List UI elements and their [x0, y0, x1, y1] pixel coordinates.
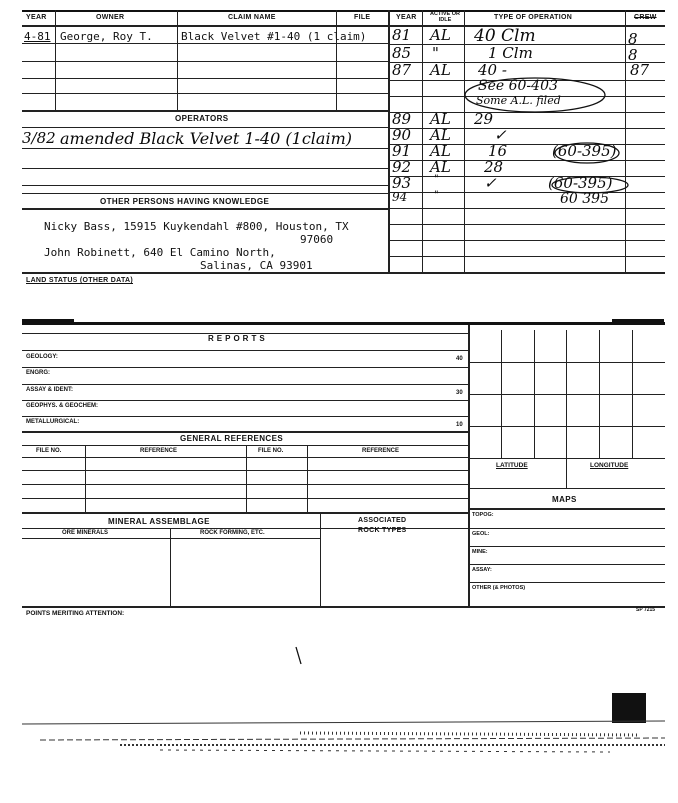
activity-year: 93	[392, 174, 412, 192]
activity-status: AL	[430, 126, 451, 144]
activity-crew: 8	[628, 46, 638, 64]
operators-label: OPERATORS	[175, 114, 229, 123]
header-claim-name: CLAIM NAME	[228, 14, 276, 21]
handwriting-strokes	[296, 78, 628, 664]
activity-crew: 87	[630, 61, 650, 79]
report-geology-num: 40	[456, 356, 463, 362]
ref-col-file-no-2: FILE NO.	[258, 448, 284, 454]
person-2-line-1: John Robinett, 640 El Camino North,	[44, 246, 276, 259]
land-status-label: LAND STATUS (OTHER DATA)	[26, 277, 134, 284]
note-circle	[555, 143, 619, 163]
activity-operation: 29	[474, 110, 494, 128]
report-assay: ASSAY & IDENT:	[26, 387, 74, 393]
activity-status: "	[434, 174, 439, 185]
activity-operation: 28	[484, 158, 504, 176]
dark-block	[612, 693, 646, 723]
activity-status: AL	[430, 110, 451, 128]
scan-edges	[22, 319, 664, 723]
operator-entry: amended Black Velvet 1-40 (1claim)	[60, 129, 352, 148]
other-persons-label: OTHER PERSONS HAVING KNOWLEDGE	[100, 197, 270, 206]
activity-operation: 16	[488, 142, 508, 160]
report-assay-num: 30	[456, 390, 463, 396]
person-1-line-1: Nicky Bass, 15915 Kuykendahl #800, Houston, TX	[44, 220, 349, 233]
map-other: OTHER (& PHOTOS)	[472, 585, 526, 591]
activity-year: 85	[392, 44, 412, 62]
activity-year: 89	[392, 110, 412, 128]
activity-status: "	[434, 190, 439, 201]
ref-col-reference: REFERENCE	[140, 448, 178, 454]
map-assay: ASSAY:	[472, 567, 492, 573]
header-year-2: YEAR	[396, 14, 417, 21]
form-code: SP 7215	[636, 607, 656, 613]
claim-name: Black Velvet #1-40 (1 claim)	[181, 30, 367, 43]
activity-status: AL	[430, 158, 451, 176]
owner-name: George, Roy T.	[60, 30, 153, 43]
report-geology: GEOLOGY:	[26, 354, 58, 360]
stray-mark	[296, 647, 301, 664]
activity-year: 87	[392, 61, 412, 79]
activity-note: (60-395)	[552, 142, 617, 160]
maps-label: MAPS	[552, 495, 577, 504]
associated-label: ASSOCIATED	[358, 517, 407, 524]
activity-year: 81	[392, 26, 412, 44]
latitude-label: LATITUDE	[496, 462, 528, 469]
note-circle	[552, 177, 628, 193]
ref-col-reference-2: REFERENCE	[362, 448, 400, 454]
activity-note: (60-395)	[548, 174, 613, 192]
mineral-assemblage-title: MINERAL ASSEMBLAGE	[108, 517, 210, 526]
edge-smudge	[612, 319, 664, 323]
owner-year: 4-81	[24, 30, 51, 43]
activity-year: 92	[392, 158, 412, 176]
rock-forming-label: ROCK FORMING, ETC.	[200, 530, 265, 536]
activity-operation: ✓	[484, 174, 497, 192]
rock-types-label: ROCK TYPES	[358, 527, 407, 534]
points-meriting-attention: POINTS MERITING ATTENTION:	[26, 610, 125, 617]
map-topog: TOPOG:	[472, 512, 494, 518]
bottom-noise	[22, 721, 665, 752]
ref-col-file-no: FILE NO.	[36, 448, 62, 454]
note-circle	[465, 78, 605, 112]
header-crew: CREW	[634, 14, 657, 21]
map-mine: MINE:	[472, 549, 488, 555]
person-1-line-2: 97060	[300, 233, 334, 246]
activity-operation: 40 -	[478, 61, 507, 79]
activity-operation: 40 Clm	[474, 26, 536, 46]
longitude-label: LONGITUDE	[590, 462, 629, 469]
activity-crew: 8	[628, 30, 638, 48]
ore-minerals-label: ORE MINERALS	[62, 530, 109, 536]
activity-operation-note: See 60-403	[478, 78, 558, 94]
activity-year: 94	[392, 190, 408, 204]
activity-note: 60 395	[560, 191, 609, 207]
activity-status: AL	[430, 26, 451, 44]
report-engrg: ENGRG:	[26, 370, 50, 376]
operator-date: 3/82	[22, 129, 56, 147]
activity-operation-note: Some A.L. filed	[476, 94, 561, 107]
header-owner: OWNER	[96, 14, 125, 21]
activity-operation: 1 Clm	[488, 44, 533, 62]
person-2-line-2: Salinas, CA 93901	[200, 259, 313, 272]
report-geophys: GEOPHYS. & GEOCHEM:	[26, 403, 99, 409]
header-file: FILE	[354, 14, 371, 21]
activity-year: 91	[392, 142, 412, 160]
map-geol: GEOL:	[472, 531, 490, 537]
report-metallurgical-num: 10	[456, 422, 463, 428]
header-type-of-operation: TYPE OF OPERATION	[494, 14, 573, 21]
activity-status: AL	[430, 61, 451, 79]
activity-status: AL	[430, 142, 451, 160]
reports-title: REPORTS	[208, 334, 268, 343]
activity-year: 90	[392, 126, 412, 144]
activity-operation: ✓	[494, 126, 507, 144]
activity-status: "	[432, 44, 439, 62]
header-active-idle: ACTIVE OR IDLE	[430, 11, 460, 23]
edge-smudge	[22, 319, 74, 323]
general-references-title: GENERAL REFERENCES	[180, 434, 284, 443]
header-year: YEAR	[26, 14, 47, 21]
report-metallurgical: METALLURGICAL:	[26, 419, 80, 425]
